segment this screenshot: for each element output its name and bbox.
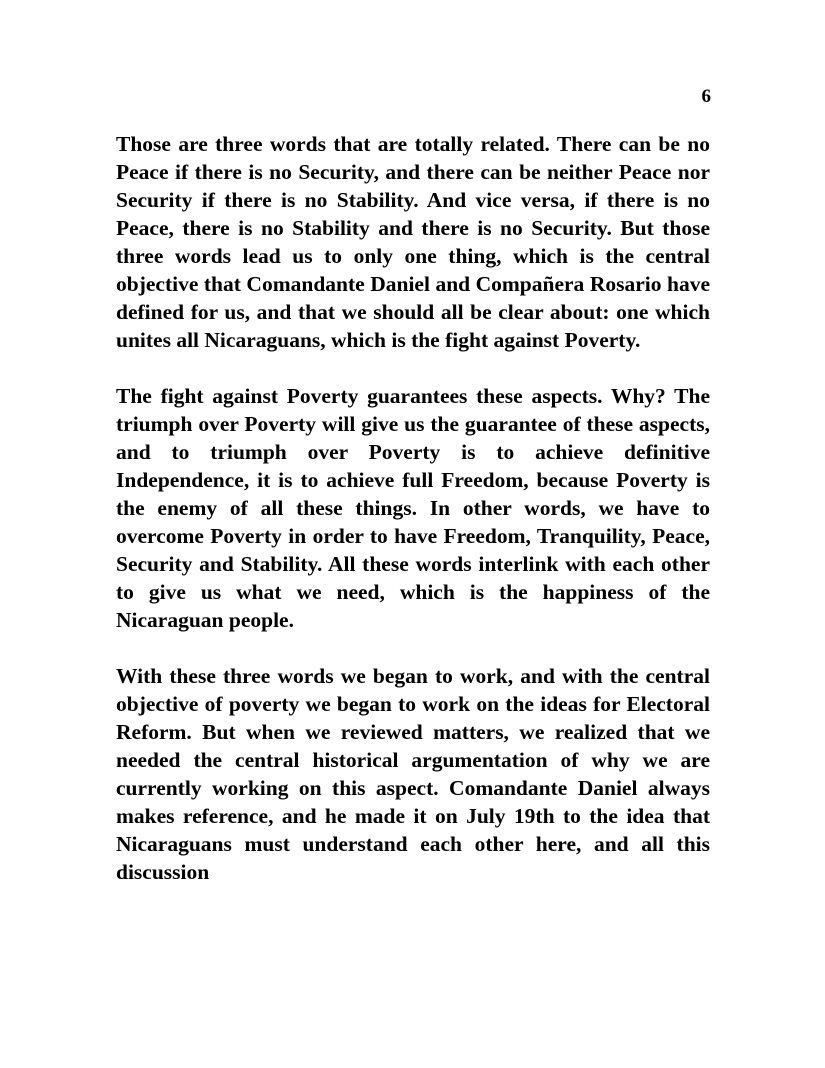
paragraph-2: The fight against Poverty guarantees these aspects. Why? The triumph over Poverty will give us the guarantee of these aspects, and to triumph over Poverty is to achieve definitive Independence, it is to achieve full Freedom, because Poverty is the enemy of all these things. In other words, we have to overcome Poverty in order to have Freedom, Tranquility, Peace, Security and Stability. All these words interlink with each other to give us what we need, which is the happiness of the Nicaraguan people. bbox=[116, 384, 710, 632]
document-body bbox=[116, 130, 710, 914]
page-number: 6 bbox=[701, 86, 711, 107]
paragraph-1: Those are three words that are totally related. There can be no Peace if there is no Security, and there can be neither Peace nor Security if there is no Stability. And vice versa, if there is no Peace, there is no Stability and there is no Security. But those three words lead us to only one thing, which is the central objective that Comandante Daniel and Compañera Rosario have defined for us, and that we should all be clear about: one which unites all Nicaraguans, which is the fight against Poverty. bbox=[116, 132, 710, 352]
paragraph-3: With these three words we began to work, and with the central objective of poverty we began to work on the ideas for Electoral Reform. But when we reviewed matters, we realized that we needed the central historical argumentation of why we are currently working on this aspect. Comandante Daniel always makes reference, and he made it on July 19th to the idea that Nicaraguans must understand each other here, and all this discussion bbox=[116, 664, 710, 884]
